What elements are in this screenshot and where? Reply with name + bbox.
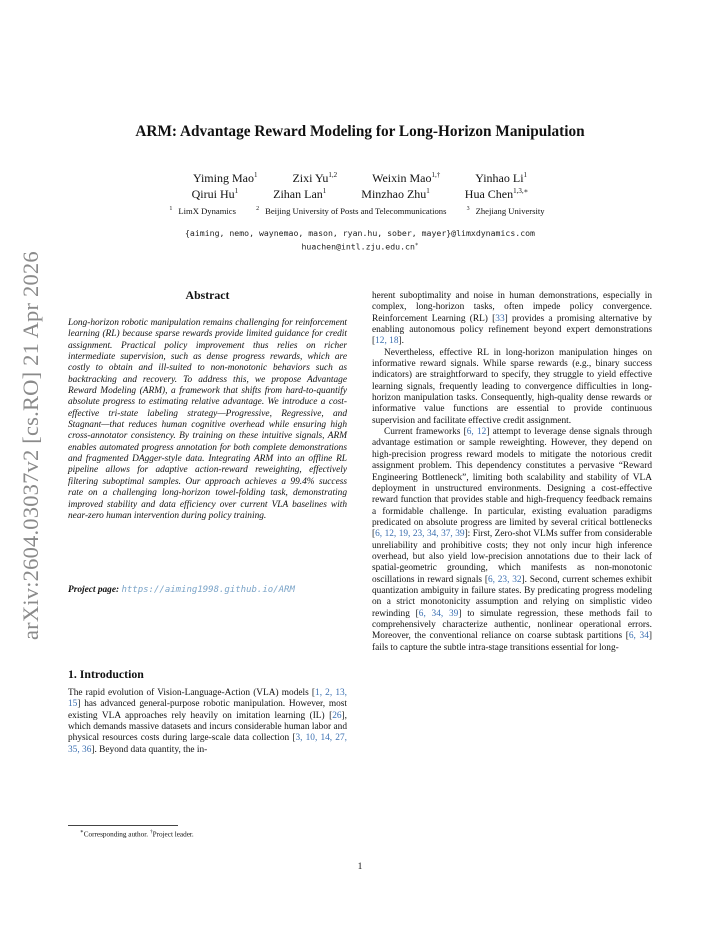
- affiliations: [0, 206, 720, 216]
- intro-heading: 1. Introduction: [68, 667, 144, 681]
- author: Zihan Lan$^1$: [273, 187, 327, 201]
- citation-link[interactable]: 6, 23, 32: [487, 574, 522, 585]
- footnote: ∗Corresponding author. †Project leader.: [80, 829, 194, 839]
- body-paragraph: Current frameworks [6, 12] attempt to leverage dense signals through advantage estimation or sample reweighting. However, they depend on high-precision progress reward models to mitigate the notorious credit assignment problem. This dependency constitutes a pervasive “Reward Engineering Bottleneck”, limiting both scalability and stability of VLA deployment in unstructured environments. Designing a cost-effective reward function that provides stable and high-frequency feedback remains a formidable challenge. In particular, existing evaluation paradigms predicated on absolute progress are limited by several critical bottlenecks [6, 12, 19, 23, 34, 37, 39]: First, Zero-shot VLMs suffer from considerable unreliability and prohibitive costs; they not only incur high inference overhead, but also yield low-precision annotations due to their lack of spatial-geometric grounding, which manifests as non-monotonic oscillations in reward signals [6, 23, 32]. Second, current schemes exhibit quantization ambiguity in failure states. By predicating progress modeling on a strict monotonicity assumption and relying on simplistic video rewinding [6, 34, 39] to simulate regression, these methods fail to comprehensively characterize authentic, nonlinear operational errors. Moreover, the conventional reliance on coarse subtask partitions [6, 34] fails to capture the subtle intra-stage transitions essential for long-: [372, 427, 653, 653]
- citation-link[interactable]: 6, 34: [628, 631, 649, 642]
- footnote-rule: [68, 825, 178, 826]
- author: Minzhao Zhu$^1$: [361, 187, 430, 201]
- arxiv-identifier: arXiv:2604.03037v2 [cs.RO] 21 Apr 2026: [18, 251, 43, 640]
- project-label: Project page:: [68, 585, 120, 595]
- intro-paragraph: The rapid evolution of Vision-Language-Action (VLA) models [1, 2, 13, 15] has advanced general-purpose robotic manipulation. However, most existing VLA approaches rely heavily on imitation learning (IL) [26], which demands massive datasets and incurs considerable human labor and physical resources costs during large-scale data collection [3, 10, 14, 27, 35, 36]. Beyond data quantity, the in-: [68, 688, 347, 755]
- author: Qirui Hu$^1$: [191, 187, 239, 201]
- author: Weixin Mao$^{1,\dagger}$: [372, 171, 441, 185]
- email-line-2: huachen@intl.zju.edu.cn∗: [301, 241, 419, 252]
- affiliation: $^1$ LimX Dynamics: [169, 206, 236, 216]
- citation-link[interactable]: 1, 2, 13, 15: [68, 688, 347, 710]
- author: Zixi Yu$^{1,2}$: [292, 171, 338, 185]
- author-row-1: [0, 171, 720, 186]
- author: Yinhao Li$^1$: [475, 171, 528, 185]
- right-column: [372, 291, 652, 654]
- author-row-2: [0, 187, 720, 202]
- citation-link[interactable]: 6, 12: [466, 427, 487, 438]
- body-paragraph: Nevertheless, effective RL in long-horizon manipulation hinges on informative reward signals. While sparse rewards (e.g., binary success indicators) are straightforward to specify, they struggle to yield effective learning signals, frequently leading to convergence difficulties in long-horizon manipulation tasks. Consequently, high-quality dense rewards or informative value functions are essential to provide continuous supervision and facilitate effective credit assignment.: [372, 347, 652, 426]
- citation-link[interactable]: 26: [332, 710, 342, 721]
- citation-link[interactable]: 3, 10, 14, 27, 35, 36: [68, 733, 347, 755]
- project-link[interactable]: https://aiming1998.github.io/ARM: [121, 585, 295, 595]
- project-page: [68, 585, 347, 596]
- email-line-1: {aiming, nemo, waynemao, mason, ryan.hu, sober, mayer}@limxdynamics.com: [185, 228, 535, 238]
- body-paragraph: herent suboptimality and noise in human demonstrations, especially in complex, long-horizon tasks, often impede policy convergence. Reinforcement Learning (RL) [33] provides a promising alternative by enabling autonomous policy refinement beyond expert demonstrations [12, 18].: [372, 291, 652, 347]
- abstract-body: Long-horizon robotic manipulation remains challenging for reinforcement learning (RL) because sparse rewards provide limited guidance for credit assignment. Practical policy improvement thus relies on richer intermediate supervision, such as dense progress rewards, which are costly to obtain and ill-suited to non-monotonic behaviors such as backtracking and recovery. To address this, we propose Advantage Reward Modeling (ARM), a framework that shifts from hard-to-quantify absolute progress to estimating relative advantage. We introduce a cost-effective tri-state labeling strategy—Progressive, Regressive, and Stagnant—that reduces human cognitive overhead while ensuring high cross-annotator consistency. By training on these intuitive signals, ARM enables automated progress annotation for both complete demonstrations and fragmented DAgger-style data. Integrating ARM into an offline RL pipeline allows for adaptive action-reward reweighting, effectively filtering suboptimal samples. Our approach achieves a 99.4% success rate on a challenging long-horizon towel-folding task, demonstrating improved stability and data efficiency over current VLA baselines with near-zero human intervention during policy training.: [68, 318, 347, 521]
- author: Hua Chen$^{1,3,∗}$: [464, 187, 529, 201]
- citation-link[interactable]: 6, 34, 39: [418, 608, 459, 619]
- author: Yiming Mao$^1$: [192, 171, 258, 185]
- affiliation: $^2$ Beijing University of Posts and Telecommunications: [256, 206, 447, 216]
- affiliation: $^3$ Zhejiang University: [466, 206, 545, 216]
- paper-title: ARM: Advantage Reward Modeling for Long-Horizon Manipulation: [135, 123, 585, 140]
- abstract-heading: Abstract: [185, 288, 230, 302]
- page-number: 1: [357, 862, 363, 872]
- citation-link[interactable]: 33: [495, 313, 505, 324]
- citation-link[interactable]: 6, 12, 19, 23, 34, 37, 39: [375, 529, 465, 540]
- citation-link[interactable]: 12, 18: [375, 336, 399, 347]
